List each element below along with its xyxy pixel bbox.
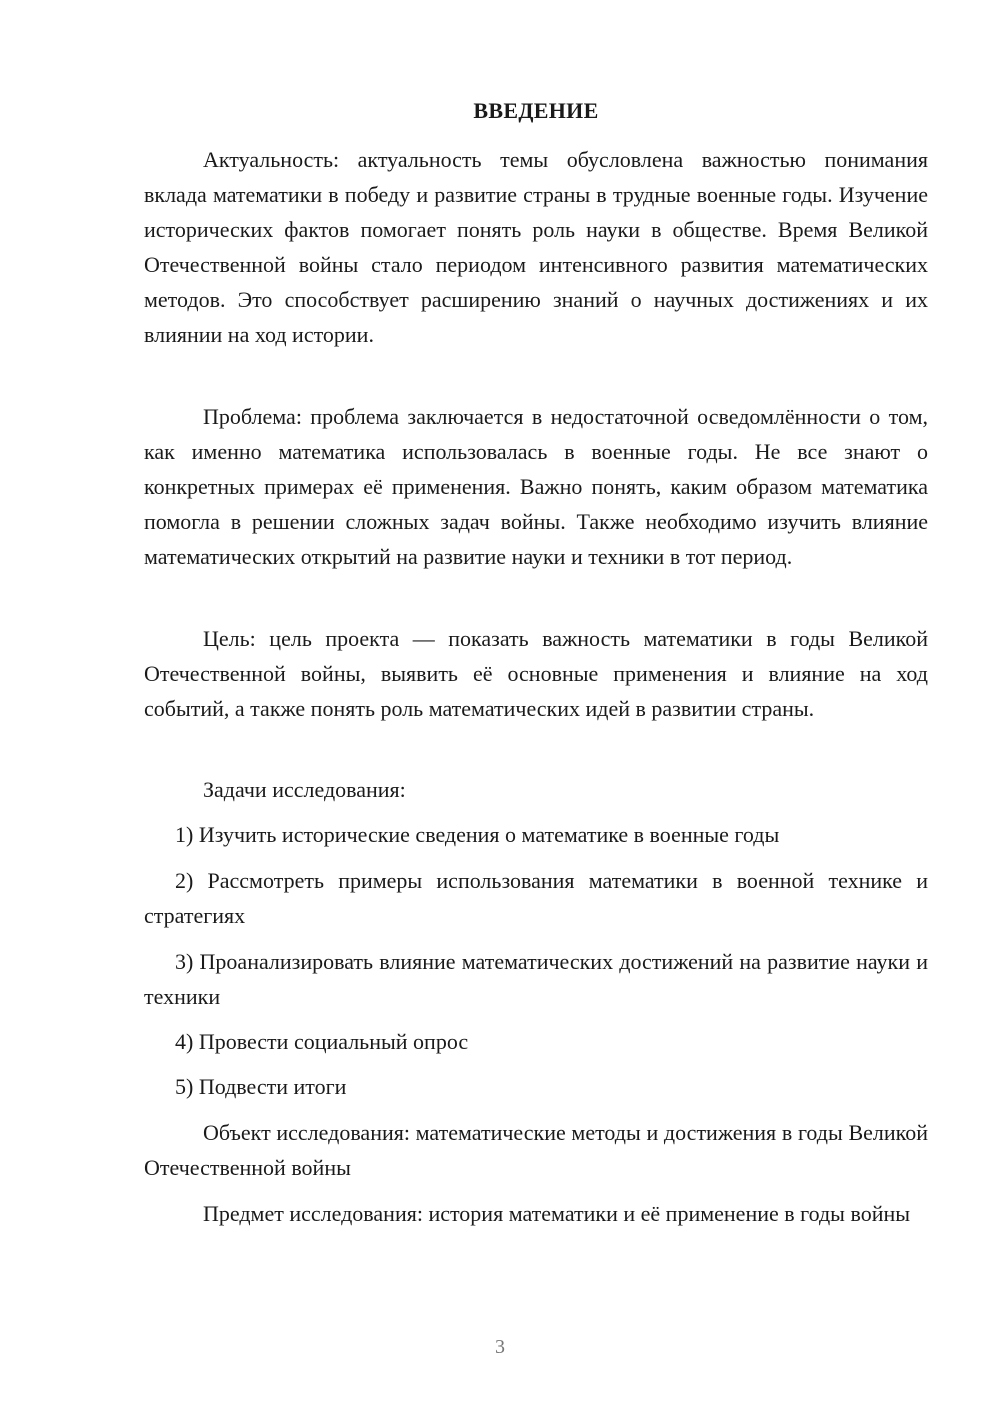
problem-paragraph: Проблема: проблема заключается в недостаточной осведомлённости о том, как именно математика использовалась в военные годы. Не все знают о конкретных примерах её применения. Важно понять, каким образом математика помогла в решении сложных задач войны. Также необходимо изучить влияние математических открытий на развитие науки и техники в тот период.: [144, 404, 928, 569]
task-item-2: 2) Рассмотреть примеры использования математики в военной технике и стратегиях: [144, 868, 928, 928]
page-number: 3: [495, 1336, 505, 1358]
tasks-heading: Задачи исследования:: [203, 777, 406, 802]
subject-paragraph: Предмет исследования: история математики и её применение в годы войны: [203, 1201, 911, 1226]
page-title: ВВЕДЕНИЕ: [473, 98, 599, 123]
object-paragraph: Объект исследования: математические методы и достижения в годы Великой Отечественной войны: [144, 1120, 928, 1180]
task-item-3: 3) Проанализировать влияние математических достижений на развитие науки и техники: [144, 949, 928, 1009]
task-item-4: 4) Провести социальный опрос: [175, 1029, 469, 1054]
relevance-paragraph: Актуальность: актуальность темы обусловлена важностью понимания вклада математики в победу и развитие страны в трудные военные годы. Изучение исторических фактов помогает понять роль науки в обществе. Время Великой Отечественной войны стало периодом интенсивного развития математических методов. Это способствует расширению знаний о научных достижениях и их влиянии на ход истории.: [144, 147, 928, 347]
task-item-1: 1) Изучить исторические сведения о математике в военные годы: [175, 822, 780, 847]
task-item-5: 5) Подвести итоги: [175, 1074, 347, 1099]
goal-paragraph: Цель: цель проекта — показать важность математики в годы Великой Отечественной войны, выявить её основные применения и влияние на ход событий, а также понять роль математических идей в развитии страны.: [144, 626, 928, 721]
